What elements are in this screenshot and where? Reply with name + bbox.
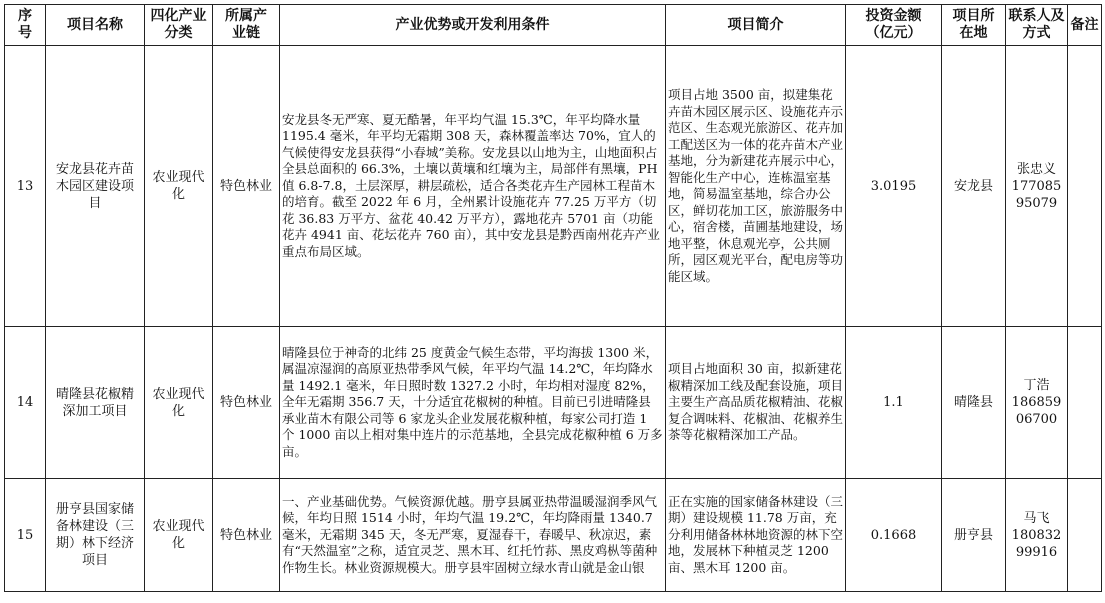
row-chain: 特色林业 — [213, 327, 280, 479]
row-investment: 1.1 — [846, 327, 942, 479]
table-row — [5, 46, 1102, 327]
table-row — [5, 327, 1102, 479]
row-remarks — [1068, 479, 1102, 592]
row-intro: 项目占地 3500 亩，拟建集花卉苗木园区展示区、设施花卉示范区、生态观光旅游区、花卉加工配送区为一体的花卉苗木产业基地，分为新建花卉展示中心，智能化生产中心，连栋温室基地，简易温室基地，综合办公区，鲜切花加工区，旅游服务中心，宿舍楼，苗圃基地建设，场地平整，休息观光亭，公共厕所，园区观光平台，配电房等功能区域。 — [666, 46, 846, 327]
row-advantages: 晴隆县位于神奇的北纬 25 度黄金气候生态带，平均海拔 1300 米，属温凉湿润的高原亚热带季风气候，年平均气温 14.2℃，年均降水量 1492.1 毫米，年日照时数 1327.2 小时，年均相对湿度 82%，全年无霜期 356.7 天，十分适宜花椒树的种植。目前已引进晴隆县承业苗木有限公司等 6 家龙头企业发展花椒种植，每家公司打造 1 个 1000 亩以上相对集中连片的示范基地，全县完成花椒种植 6 万多亩。 — [280, 327, 666, 479]
row-intro: 项目占地面积 30 亩，拟新建花椒精深加工线及配套设施，项目主要生产高品质花椒精油、花椒复合调味料、花椒油、花椒养生茶等花椒精深加工产品。 — [666, 327, 846, 479]
row-contact: 张忠义 177085 95079 — [1006, 46, 1068, 327]
row-no: 13 — [5, 46, 46, 327]
row-name: 册亨县国家储备林建设（三期）林下经济项目 — [46, 479, 145, 592]
row-category: 农业现代化 — [145, 46, 213, 327]
table-row — [5, 479, 1102, 592]
row-chain: 特色林业 — [213, 46, 280, 327]
header-no: 序号 — [5, 5, 46, 46]
row-location: 册亨县 — [942, 479, 1006, 592]
header-chain: 所属产业链 — [213, 5, 280, 46]
header-remarks: 备注 — [1068, 5, 1102, 46]
project-table — [4, 4, 1102, 592]
header-investment: 投资金额（亿元） — [846, 5, 942, 46]
row-advantages: 一、产业基础优势。气候资源优越。册亨县属亚热带温暖湿润季风气候，年均日照 1514 小时，年均气温 19.2℃，年均降雨量 1340.7 毫米，无霜期 345 天，冬无严寒，夏湿春干，春暖早、秋凉迟，素有“天然温室”之称，适宜灵芝、黑木耳、红托竹荪、黑皮鸡枞等菌种作物生长。林业资源规模大。册亨县牢固树立绿水青山就是金山银 — [280, 479, 666, 592]
row-location: 晴隆县 — [942, 327, 1006, 479]
row-chain: 特色林业 — [213, 479, 280, 592]
row-remarks — [1068, 46, 1102, 327]
header-location: 项目所在地 — [942, 5, 1006, 46]
header-category: 四化产业分类 — [145, 5, 213, 46]
header-contact: 联系人及方式 — [1006, 5, 1068, 46]
row-category: 农业现代化 — [145, 327, 213, 479]
row-name: 安龙县花卉苗木园区建设项目 — [46, 46, 145, 327]
header-intro: 项目简介 — [666, 5, 846, 46]
row-intro: 正在实施的国家储备林建设（三期）建设规模 11.78 万亩，充分利用储备林林地资源的林下空地，发展林下种植灵芝 1200 亩、黑木耳 1200 亩。 — [666, 479, 846, 592]
header-advantages: 产业优势或开发利用条件 — [280, 5, 666, 46]
row-contact: 马飞 180832 99916 — [1006, 479, 1068, 592]
row-name: 晴隆县花椒精深加工项目 — [46, 327, 145, 479]
row-location: 安龙县 — [942, 46, 1006, 327]
row-investment: 3.0195 — [846, 46, 942, 327]
row-no: 14 — [5, 327, 46, 479]
header-row — [5, 5, 1102, 46]
row-remarks — [1068, 327, 1102, 479]
header-name: 项目名称 — [46, 5, 145, 46]
row-investment: 0.1668 — [846, 479, 942, 592]
row-category: 农业现代化 — [145, 479, 213, 592]
row-contact: 丁浩 186859 06700 — [1006, 327, 1068, 479]
row-advantages: 安龙县冬无严寒、夏无酷暑，年平均气温 15.3℃，年平均降水量 1195.4 毫米，年平均无霜期 308 天，森林覆盖率达 70%，宜人的气候使得安龙县获得“小春城”美称。安龙县以山地为主，山地面积占全县总面积的 66.3%，土壤以黄壤和红壤为主，局部伴有黑壤，PH 值 6.8-7.8，土层深厚，耕层疏松，适合各类花卉生产园林工程苗木的培育。截至 2022 年 6 月，全州累计设施花卉 77.25 万平方（切花 36.83 万平方、盆花 40.42 万平方），露地花卉 5701 亩（功能花卉 4941 亩、花坛花卉 760 亩），其中安龙县是黔西南州花卉产业重点布局区域。 — [280, 46, 666, 327]
row-no: 15 — [5, 479, 46, 592]
